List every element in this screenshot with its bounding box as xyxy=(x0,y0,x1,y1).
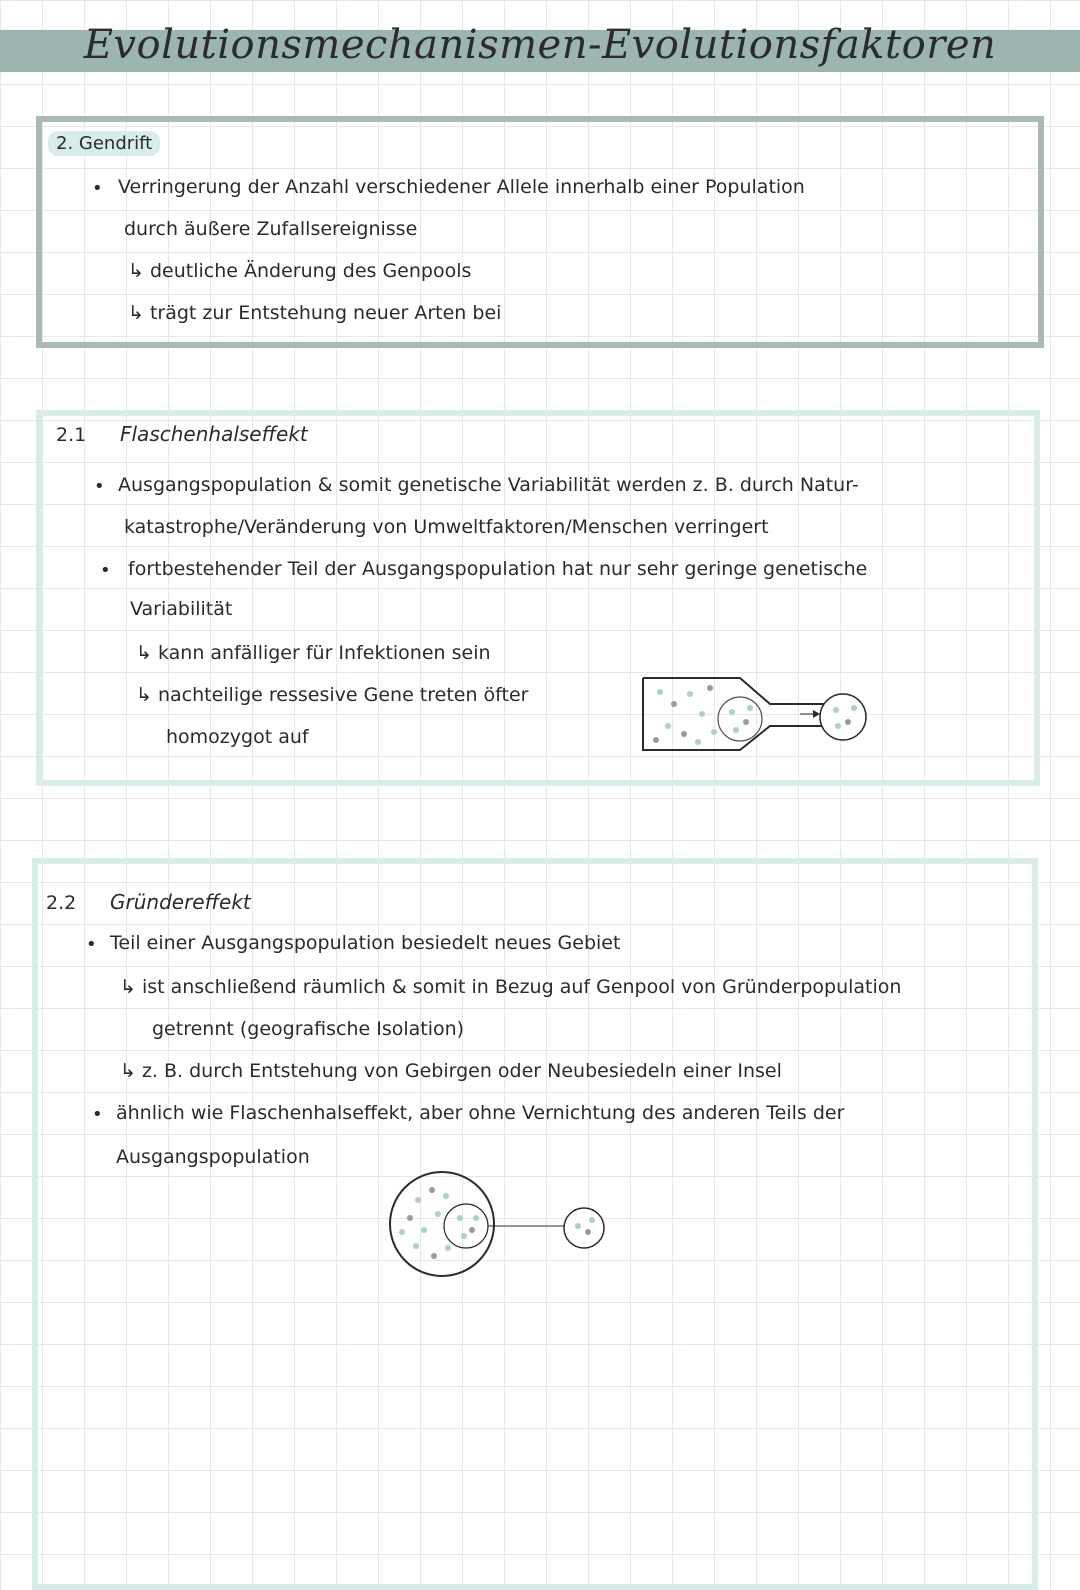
founder-inner-circle xyxy=(444,1204,488,1248)
gruender-heading: Gründereffekt xyxy=(110,890,251,914)
flaschenhals-line-1: Ausgangspopulation & somit genetische Variabilität werden z. B. durch Natur- xyxy=(118,474,859,496)
bottle-arrowhead xyxy=(813,710,820,718)
gruender-line-5: ähnlich wie Flaschenhalseffekt, aber ohne Vernichtung des anderen Teils der xyxy=(116,1102,845,1124)
bottle-inner-circle xyxy=(718,697,762,741)
gruender-line-4: ↳ z. B. durch Entstehung von Gebirgen oder Neubesiedeln einer Insel xyxy=(120,1060,782,1082)
founder-result-circle xyxy=(564,1208,604,1248)
gendrift-heading: 2. Gendrift xyxy=(48,131,160,156)
founder-outer-circle xyxy=(390,1172,494,1276)
bullet: • xyxy=(92,1104,103,1125)
gendrift-line-4: ↳ trägt zur Entstehung neuer Arten bei xyxy=(128,302,502,324)
gendrift-line-3: ↳ deutliche Änderung des Genpools xyxy=(128,260,472,282)
gendrift-line-1: Verringerung der Anzahl verschiedener Allele innerhalb einer Population xyxy=(118,176,805,198)
flaschenhals-line-4: Variabilität xyxy=(130,598,233,620)
gruender-line-6: Ausgangspopulation xyxy=(116,1146,310,1168)
flaschenhals-line-5: ↳ kann anfälliger für Infektionen sein xyxy=(136,642,491,664)
flaschenhals-line-2: katastrophe/Veränderung von Umweltfaktoren/Menschen verringert xyxy=(124,516,769,538)
founder-diagram xyxy=(388,1170,618,1280)
bullet: • xyxy=(86,934,97,955)
bullet: • xyxy=(92,178,103,199)
flaschenhals-heading: Flaschenhalseffekt xyxy=(120,422,308,446)
bottleneck-diagram xyxy=(640,674,880,764)
gruender-line-3: getrennt (geografische Isolation) xyxy=(152,1018,465,1040)
page-title: Evolutionsmechanismen-Evolutionsfaktoren xyxy=(83,22,997,68)
flaschenhals-line-7: homozygot auf xyxy=(166,726,309,748)
gendrift-line-2: durch äußere Zufallsereignisse xyxy=(124,218,418,240)
gruender-line-2: ↳ ist anschließend räumlich & somit in Bezug auf Genpool von Gründerpopulation xyxy=(120,976,902,998)
gruender-number: 2.2 xyxy=(46,892,77,914)
flaschenhals-line-3: fortbestehender Teil der Ausgangspopulation hat nur sehr geringe genetische xyxy=(128,558,868,580)
flaschenhals-number: 2.1 xyxy=(56,424,87,446)
bottle-result-circle xyxy=(820,694,866,740)
bullet: • xyxy=(94,476,105,497)
flaschenhals-line-6: ↳ nachteilige ressesive Gene treten öfter xyxy=(136,684,529,706)
bullet: • xyxy=(100,560,111,581)
gruender-line-1: Teil einer Ausgangspopulation besiedelt neues Gebiet xyxy=(110,932,621,954)
